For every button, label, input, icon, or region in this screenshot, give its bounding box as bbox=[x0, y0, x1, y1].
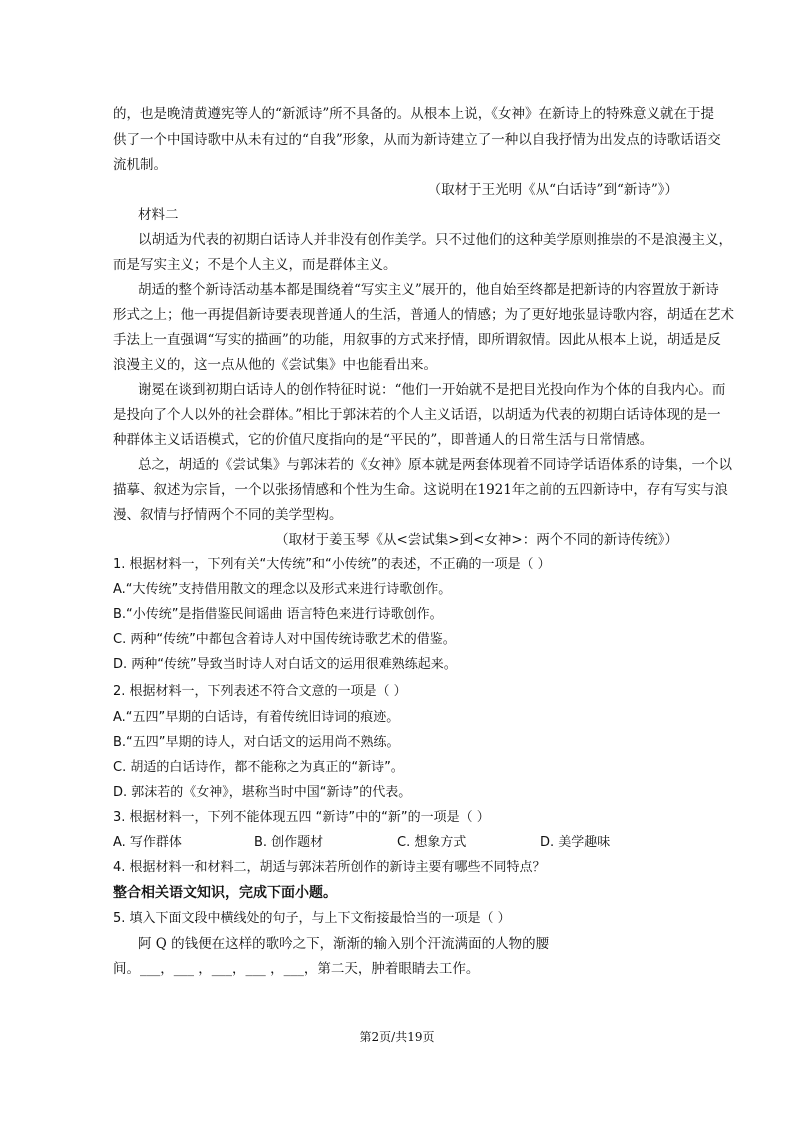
section-heading: 整合相关语文知识，完成下面小题。 bbox=[113, 885, 337, 901]
text-line: 总之，胡适的《尝试集》与郭沫若的《女神》原本就是两套体现着不同诗学话语体系的诗集，一个以 bbox=[138, 457, 732, 473]
text-line: 流机制。 bbox=[113, 157, 167, 173]
question-2-option-c[interactable]: C. 胡适的白话诗作，都不能称之为真正的“新诗”。 bbox=[113, 760, 404, 775]
text-line: 种群体主义话语模式，它的价值尺度指向的是“平民的”，即普通人的日常生活与日常情感。 bbox=[113, 432, 654, 448]
text-line: 而是写实主义；不是个人主义，而是群体主义。 bbox=[113, 257, 397, 273]
question-4: 4. 根据材料一和材料二，胡适与郭沫若所创作的新诗主要有哪些不同特点？ bbox=[113, 860, 546, 875]
text-line: 形式之上；他一再提倡新诗要表现普通人的生活，普通人的情感；为了更好地张显诗歌内容，胡适在艺术 bbox=[113, 307, 734, 323]
source-citation: （取材于姜玉琴《从<尝试集>到<女神>：两个不同的新诗传统》） bbox=[275, 532, 678, 548]
text-line: 是投向了个人以外的社会群体。”相比于郭沫若的个人主义话语，以胡适为代表的初期白话诗体现的是一 bbox=[113, 407, 721, 423]
question-1-option-b[interactable]: B.“小传统”是指借鉴民间谣曲 语言特色来进行诗歌创作。 bbox=[113, 607, 443, 622]
question-2: 2. 根据材料一，下列表述不符合文意的一项是（ ） bbox=[113, 684, 407, 699]
text-line: 浪漫主义的，这一点从他的《尝试集》中也能看出来。 bbox=[113, 357, 437, 373]
section-title: 材料二 bbox=[138, 207, 179, 223]
text-line: 的，也是晚清黄遵宪等人的“新派诗”所不具备的。从根本上说，《女神》在新诗上的特殊意义就在于提 bbox=[113, 106, 715, 122]
question-3-option-d[interactable]: D. 美学趣味 bbox=[540, 835, 611, 850]
question-3: 3. 根据材料一，下列不能体现五四 “新诗”中的“新”的一项是（ ） bbox=[113, 810, 490, 825]
question-1: 1. 根据材料一，下列有关“大传统”和“小传统”的表述，不正确的一项是（ ） bbox=[113, 557, 551, 572]
text-line: 以胡适为代表的初期白话诗人并非没有创作美学。只不过他们的这种美学原则推崇的不是浪漫主义， bbox=[138, 232, 732, 248]
question-1-option-c[interactable]: C. 两种“传统”中都包含着诗人对中国传统诗歌艺术的借鉴。 bbox=[113, 632, 456, 647]
question-3-option-b[interactable]: B. 创作题材 bbox=[254, 835, 324, 850]
question-3-option-c[interactable]: C. 想象方式 bbox=[397, 835, 467, 850]
question-5: 5. 填入下面文段中横线处的句子，与上下文衔接最恰当的一项是（ ） bbox=[113, 911, 511, 926]
text-line: 胡适的整个新诗活动基本都是围绕着“写实主义”展开的，他自始至终都是把新诗的内容置放于新诗 bbox=[138, 282, 719, 298]
question-2-option-b[interactable]: B.“五四”早期的诗人，对白话文的运用尚不熟练。 bbox=[113, 735, 400, 750]
question-1-option-a[interactable]: A.“大传统”支持借用散文的理念以及形式来进行诗歌创作。 bbox=[113, 582, 452, 597]
passage-line: 阿 Q 的钱便在这样的歌吟之下，渐渐的输入别个汗流满面的人物的腰 bbox=[138, 936, 550, 952]
question-2-option-d[interactable]: D. 郭沫若的《女神》，堪称当时中国“新诗”的代表。 bbox=[113, 785, 412, 800]
text-line: 漫、叙情与抒情两个不同的美学型构。 bbox=[113, 507, 343, 523]
text-line: 手法上一直强调“写实的描画”的功能，用叙事的方式来抒情，即所谓叙情。因此从根本上说，胡适是反 bbox=[113, 332, 721, 348]
text-line: 描摹、叙述为宗旨，一个以张扬情感和个性为生命。这说明在1921年之前的五四新诗中，存有写实与浪 bbox=[113, 482, 728, 498]
question-3-option-a[interactable]: A. 写作群体 bbox=[113, 835, 182, 850]
passage-line-blanks: 间。___，___ ，___，___ ，___，第二天，肿着眼睛去工作。 bbox=[113, 961, 480, 977]
text-line: 谢冕在谈到初期白话诗人的创作特征时说：“他们一开始就不是把目光投向作为个体的自我内心。而 bbox=[138, 382, 726, 398]
question-2-option-a[interactable]: A.“五四”早期的白话诗，有着传统旧诗词的痕迹。 bbox=[113, 710, 400, 725]
source-citation: （取材于王光明《从“白话诗”到“新诗”》） bbox=[427, 182, 678, 198]
page-number: 第2页/共19页 bbox=[359, 1030, 435, 1044]
text-line: 供了一个中国诗歌中从未有过的“自我”形象，从而为新诗建立了一种以自我抒情为出发点的诗歌话语交 bbox=[113, 132, 721, 148]
question-1-option-d[interactable]: D. 两种“传统”导致当时诗人对白话文的运用很难熟练起来。 bbox=[113, 657, 457, 672]
